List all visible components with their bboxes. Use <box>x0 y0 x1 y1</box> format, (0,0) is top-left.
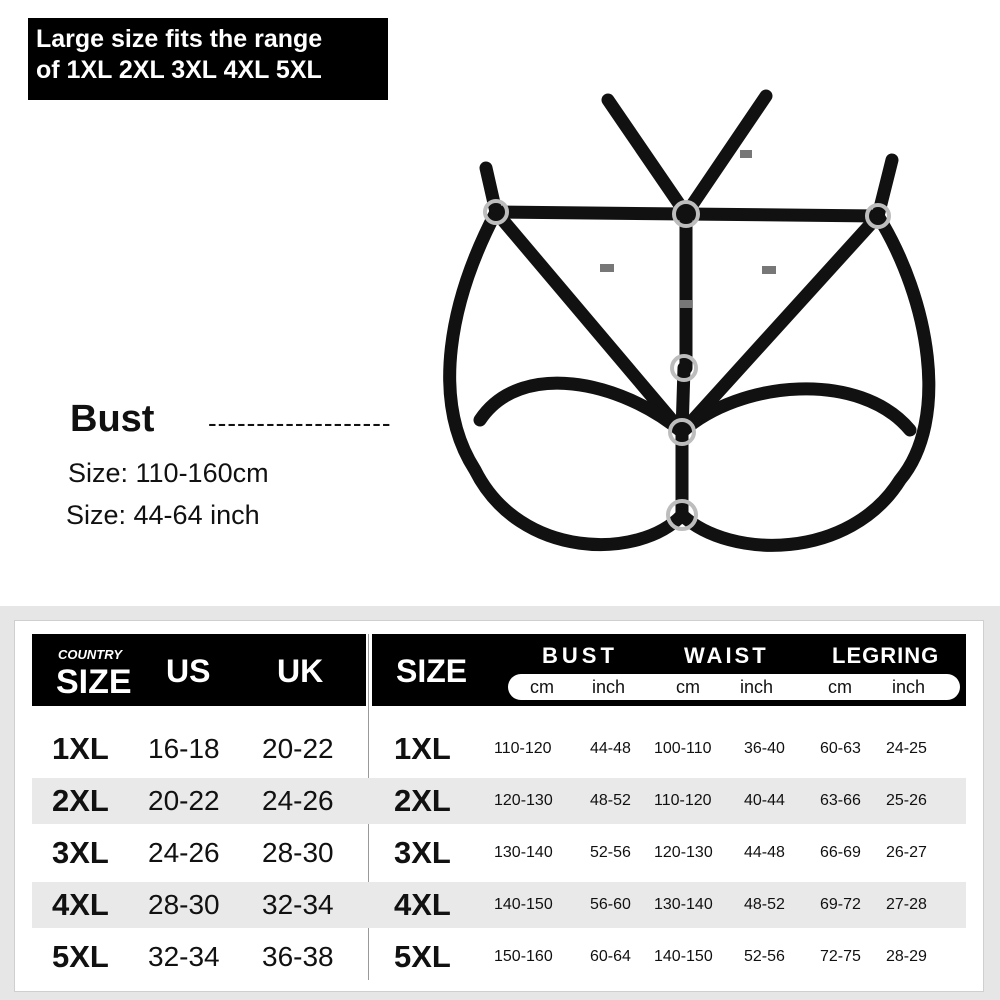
cell-leg-cm: 69-72 <box>820 895 861 913</box>
cell-uk: 24-26 <box>262 784 334 816</box>
cell-bust-inch: 60-64 <box>590 947 631 965</box>
size-chart-header-right <box>372 634 966 706</box>
unit-waist-inch: inch <box>740 677 774 697</box>
cell-size-right: 3XL <box>394 835 451 871</box>
cell-us: 16-18 <box>148 732 220 764</box>
harness-product-image <box>430 88 950 588</box>
bust-size-cm: Size: 110-160cm <box>68 458 269 488</box>
cell-waist-cm: 140-150 <box>654 947 713 965</box>
cell-uk: 28-30 <box>262 836 334 868</box>
cell-leg-cm: 72-75 <box>820 947 861 965</box>
cell-size-right: 2XL <box>394 783 451 819</box>
cell-us: 32-34 <box>148 940 220 972</box>
header-legring: LEGRING <box>832 643 940 668</box>
bust-title: Bust <box>70 398 155 440</box>
cell-waist-cm: 100-110 <box>654 739 712 757</box>
cell-size-right: 4XL <box>394 887 451 923</box>
cell-bust-inch: 48-52 <box>590 791 631 809</box>
cell-bust-cm: 150-160 <box>494 947 553 965</box>
cell-size: 5XL <box>52 939 109 975</box>
bust-size-inch: Size: 44-64 inch <box>66 500 260 530</box>
cell-waist-cm: 120-130 <box>654 843 713 861</box>
cell-waist-inch: 40-44 <box>744 791 785 809</box>
cell-leg-inch: 28-29 <box>886 947 927 965</box>
header-waist: WAIST <box>684 643 769 668</box>
cell-size: 3XL <box>52 835 109 871</box>
cell-waist-inch: 48-52 <box>744 895 785 913</box>
cell-waist-cm: 110-120 <box>654 791 712 809</box>
header-us: US <box>166 653 211 689</box>
header-uk: UK <box>277 653 324 689</box>
promo-line-2: of 1XL 2XL 3XL 4XL 5XL <box>36 56 322 84</box>
header-size-left: SIZE <box>56 663 132 701</box>
unit-waist-cm: cm <box>676 677 700 697</box>
cell-leg-cm: 66-69 <box>820 843 861 861</box>
cell-size: 1XL <box>52 731 109 767</box>
cell-uk: 36-38 <box>262 940 334 972</box>
cell-uk: 32-34 <box>262 888 334 920</box>
cell-leg-cm: 60-63 <box>820 739 861 757</box>
cell-waist-inch: 44-48 <box>744 843 785 861</box>
cell-waist-inch: 52-56 <box>744 947 785 965</box>
header-country: COUNTRY <box>58 647 123 662</box>
cell-leg-inch: 27-28 <box>886 895 927 913</box>
cell-us: 20-22 <box>148 784 220 816</box>
cell-bust-inch: 56-60 <box>590 895 631 913</box>
unit-leg-cm: cm <box>828 677 852 697</box>
unit-leg-inch: inch <box>892 677 926 697</box>
cell-size: 2XL <box>52 783 109 819</box>
cell-size-right: 1XL <box>394 731 451 767</box>
cell-bust-inch: 52-56 <box>590 843 631 861</box>
cell-waist-cm: 130-140 <box>654 895 713 913</box>
unit-bust-cm: cm <box>530 677 554 697</box>
cell-bust-cm: 140-150 <box>494 895 553 913</box>
cell-leg-cm: 63-66 <box>820 791 861 809</box>
cell-leg-inch: 26-27 <box>886 843 927 861</box>
bust-dashes: ------------------- <box>208 408 392 438</box>
cell-leg-inch: 25-26 <box>886 791 927 809</box>
cell-size: 4XL <box>52 887 109 923</box>
size-chart-header-left <box>32 634 366 706</box>
unit-bust-inch: inch <box>592 677 626 697</box>
cell-bust-inch: 44-48 <box>590 739 631 757</box>
cell-us: 24-26 <box>148 836 220 868</box>
cell-bust-cm: 130-140 <box>494 843 553 861</box>
header-bust: BUST <box>542 643 618 668</box>
promo-banner <box>28 18 388 100</box>
cell-size-right: 5XL <box>394 939 451 975</box>
cell-us: 28-30 <box>148 888 220 920</box>
cell-bust-cm: 110-120 <box>494 739 552 757</box>
promo-line-1: Large size fits the range <box>36 25 323 53</box>
cell-uk: 20-22 <box>262 732 334 764</box>
unit-bar <box>508 674 960 700</box>
cell-bust-cm: 120-130 <box>494 791 553 809</box>
header-size-right: SIZE <box>396 653 468 689</box>
cell-waist-inch: 36-40 <box>744 739 785 757</box>
cell-leg-inch: 24-25 <box>886 739 927 757</box>
